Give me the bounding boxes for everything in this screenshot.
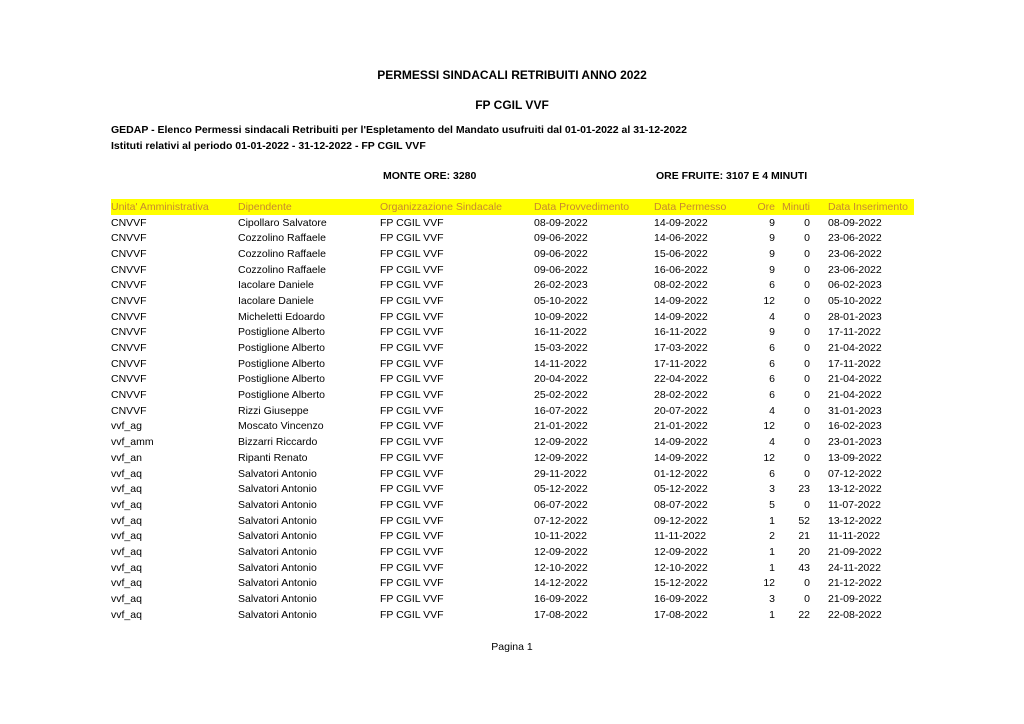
cell-data-permesso: 20-07-2022 xyxy=(654,404,708,417)
cell-data-inserimento: 13-12-2022 xyxy=(828,483,882,496)
table-row xyxy=(111,309,914,325)
cell-organizzazione: FP CGIL VVF xyxy=(380,420,444,433)
cell-dipendente: Iacolare Daniele xyxy=(238,294,314,307)
cell-minuti: 0 xyxy=(804,279,810,292)
cell-data-inserimento: 16-02-2023 xyxy=(828,420,882,433)
table-row xyxy=(111,387,914,403)
cell-minuti: 0 xyxy=(804,404,810,417)
table-row xyxy=(111,356,914,372)
cell-minuti: 23 xyxy=(798,483,810,496)
cell-organizzazione: FP CGIL VVF xyxy=(380,326,444,339)
monte-ore: MONTE ORE: 3280 xyxy=(383,170,477,182)
cell-data-provvedimento: 25-02-2022 xyxy=(534,389,588,402)
cell-dipendente: Micheletti Edoardo xyxy=(238,310,325,323)
cell-minuti: 0 xyxy=(804,373,810,386)
cell-minuti: 0 xyxy=(804,467,810,480)
cell-dipendente: Cozzolino Raffaele xyxy=(238,232,326,245)
cell-minuti: 43 xyxy=(798,561,810,574)
cell-minuti: 0 xyxy=(804,436,810,449)
cell-organizzazione: FP CGIL VVF xyxy=(380,593,444,606)
cell-ore: 6 xyxy=(769,279,775,292)
cell-data-provvedimento: 14-12-2022 xyxy=(534,577,588,590)
cell-minuti: 0 xyxy=(804,263,810,276)
table-row xyxy=(111,497,914,513)
cell-organizzazione: FP CGIL VVF xyxy=(380,263,444,276)
cell-data-provvedimento: 21-01-2022 xyxy=(534,420,588,433)
cell-data-permesso: 08-07-2022 xyxy=(654,498,708,511)
cell-ore: 12 xyxy=(763,451,775,464)
report-description: GEDAP - Elenco Permessi sindacali Retribuiti per l'Espletamento del Mandato usufruiti dal 01-01-2022 al 31-12-2022 xyxy=(111,124,687,136)
cell-ore: 6 xyxy=(769,467,775,480)
column-header-dipendente: Dipendente xyxy=(238,199,380,215)
cell-dipendente: Salvatori Antonio xyxy=(238,514,317,527)
cell-organizzazione: FP CGIL VVF xyxy=(380,467,444,480)
column-header-data-permesso: Data Permesso xyxy=(654,199,751,215)
cell-minuti: 0 xyxy=(804,451,810,464)
table-row xyxy=(111,372,914,388)
cell-data-inserimento: 23-06-2022 xyxy=(828,263,882,276)
cell-unita: CNVVF xyxy=(111,342,147,355)
cell-organizzazione: FP CGIL VVF xyxy=(380,483,444,496)
cell-data-permesso: 17-11-2022 xyxy=(654,357,707,370)
cell-organizzazione: FP CGIL VVF xyxy=(380,357,444,370)
cell-unita: CNVVF xyxy=(111,389,147,402)
cell-unita: CNVVF xyxy=(111,404,147,417)
table-row xyxy=(111,481,914,497)
page-title: PERMESSI SINDACALI RETRIBUITI ANNO 2022 xyxy=(377,68,647,82)
cell-organizzazione: FP CGIL VVF xyxy=(380,232,444,245)
cell-dipendente: Cozzolino Raffaele xyxy=(238,247,326,260)
cell-data-inserimento: 11-07-2022 xyxy=(828,498,881,511)
cell-data-provvedimento: 10-09-2022 xyxy=(534,310,588,323)
cell-unita: CNVVF xyxy=(111,279,147,292)
cell-data-provvedimento: 09-06-2022 xyxy=(534,232,588,245)
cell-dipendente: Cozzolino Raffaele xyxy=(238,263,326,276)
cell-minuti: 0 xyxy=(804,593,810,606)
table-row xyxy=(111,591,914,607)
table-row xyxy=(111,528,914,544)
cell-minuti: 21 xyxy=(798,530,810,543)
cell-data-provvedimento: 16-09-2022 xyxy=(534,593,588,606)
permessi-table xyxy=(111,199,914,623)
cell-organizzazione: FP CGIL VVF xyxy=(380,577,444,590)
cell-data-provvedimento: 12-10-2022 xyxy=(534,561,588,574)
cell-dipendente: Salvatori Antonio xyxy=(238,545,317,558)
cell-data-provvedimento: 14-11-2022 xyxy=(534,357,587,370)
table-row xyxy=(111,215,914,231)
cell-data-inserimento: 23-06-2022 xyxy=(828,232,882,245)
cell-data-inserimento: 21-04-2022 xyxy=(828,389,882,402)
cell-minuti: 0 xyxy=(804,294,810,307)
cell-dipendente: Postiglione Alberto xyxy=(238,373,325,386)
cell-data-provvedimento: 10-11-2022 xyxy=(534,530,587,543)
cell-unita: CNVVF xyxy=(111,310,147,323)
cell-ore: 12 xyxy=(763,420,775,433)
cell-data-permesso: 16-09-2022 xyxy=(654,593,708,606)
cell-dipendente: Ripanti Renato xyxy=(238,451,308,464)
table-row xyxy=(111,576,914,592)
cell-data-inserimento: 07-12-2022 xyxy=(828,467,882,480)
cell-unita: vvf_aq xyxy=(111,545,142,558)
cell-unita: CNVVF xyxy=(111,357,147,370)
cell-unita: vvf_aq xyxy=(111,514,142,527)
table-row xyxy=(111,419,914,435)
column-header-data-provvedimento: Data Provvedimento xyxy=(534,199,654,215)
cell-unita: vvf_aq xyxy=(111,467,142,480)
cell-data-permesso: 15-06-2022 xyxy=(654,247,708,260)
cell-ore: 1 xyxy=(769,545,775,558)
cell-dipendente: Rizzi Giuseppe xyxy=(238,404,309,417)
cell-ore: 9 xyxy=(769,216,775,229)
table-row xyxy=(111,607,914,623)
cell-data-inserimento: 23-06-2022 xyxy=(828,247,882,260)
cell-unita: CNVVF xyxy=(111,294,147,307)
cell-data-permesso: 01-12-2022 xyxy=(654,467,708,480)
cell-minuti: 52 xyxy=(798,514,810,527)
cell-data-permesso: 14-09-2022 xyxy=(654,216,708,229)
cell-ore: 12 xyxy=(763,294,775,307)
cell-minuti: 0 xyxy=(804,247,810,260)
cell-unita: CNVVF xyxy=(111,247,147,260)
cell-minuti: 20 xyxy=(798,545,810,558)
cell-dipendente: Moscato Vincenzo xyxy=(238,420,324,433)
table-row xyxy=(111,325,914,341)
cell-data-provvedimento: 29-11-2022 xyxy=(534,467,587,480)
cell-data-permesso: 14-09-2022 xyxy=(654,436,708,449)
cell-minuti: 0 xyxy=(804,577,810,590)
cell-ore: 4 xyxy=(769,436,775,449)
cell-data-provvedimento: 05-10-2022 xyxy=(534,294,588,307)
cell-data-provvedimento: 16-07-2022 xyxy=(534,404,588,417)
cell-data-provvedimento: 17-08-2022 xyxy=(534,608,588,621)
cell-dipendente: Cipollaro Salvatore xyxy=(238,216,327,229)
page-subtitle: FP CGIL VVF xyxy=(475,98,549,112)
cell-data-provvedimento: 26-02-2023 xyxy=(534,279,588,292)
table-row xyxy=(111,403,914,419)
cell-minuti: 0 xyxy=(804,389,810,402)
table-row xyxy=(111,230,914,246)
cell-organizzazione: FP CGIL VVF xyxy=(380,498,444,511)
cell-ore: 9 xyxy=(769,326,775,339)
cell-data-inserimento: 21-12-2022 xyxy=(828,577,882,590)
cell-data-permesso: 28-02-2022 xyxy=(654,389,708,402)
cell-unita: CNVVF xyxy=(111,232,147,245)
cell-unita: vvf_aq xyxy=(111,577,142,590)
table-header-row xyxy=(111,199,914,215)
cell-organizzazione: FP CGIL VVF xyxy=(380,404,444,417)
column-header-minuti: Minuti xyxy=(779,199,818,215)
table-row xyxy=(111,560,914,576)
cell-data-inserimento: 21-04-2022 xyxy=(828,342,882,355)
cell-ore: 9 xyxy=(769,247,775,260)
cell-dipendente: Postiglione Alberto xyxy=(238,342,325,355)
cell-minuti: 0 xyxy=(804,357,810,370)
cell-dipendente: Salvatori Antonio xyxy=(238,467,317,480)
cell-data-inserimento: 24-11-2022 xyxy=(828,561,881,574)
cell-organizzazione: FP CGIL VVF xyxy=(380,561,444,574)
cell-unita: vvf_aq xyxy=(111,608,142,621)
cell-organizzazione: FP CGIL VVF xyxy=(380,373,444,386)
cell-dipendente: Salvatori Antonio xyxy=(238,561,317,574)
cell-data-inserimento: 17-11-2022 xyxy=(828,357,881,370)
cell-data-permesso: 11-11-2022 xyxy=(654,530,707,543)
cell-data-provvedimento: 16-11-2022 xyxy=(534,326,587,339)
cell-ore: 1 xyxy=(769,608,775,621)
cell-ore: 2 xyxy=(769,530,775,543)
cell-data-permesso: 17-03-2022 xyxy=(654,342,708,355)
cell-data-inserimento: 06-02-2023 xyxy=(828,279,882,292)
cell-data-provvedimento: 06-07-2022 xyxy=(534,498,588,511)
cell-minuti: 0 xyxy=(804,342,810,355)
cell-unita: vvf_an xyxy=(111,451,142,464)
period-description: Istituti relativi al periodo 01-01-2022 - 31-12-2022 - FP CGIL VVF xyxy=(111,140,426,152)
cell-ore: 4 xyxy=(769,310,775,323)
cell-ore: 3 xyxy=(769,483,775,496)
cell-ore: 1 xyxy=(769,514,775,527)
cell-ore: 6 xyxy=(769,373,775,386)
table-row xyxy=(111,450,914,466)
cell-data-inserimento: 28-01-2023 xyxy=(828,310,882,323)
cell-organizzazione: FP CGIL VVF xyxy=(380,436,444,449)
cell-data-inserimento: 21-09-2022 xyxy=(828,593,882,606)
cell-data-permesso: 05-12-2022 xyxy=(654,483,708,496)
cell-data-inserimento: 21-09-2022 xyxy=(828,545,882,558)
cell-unita: vvf_ag xyxy=(111,420,142,433)
cell-organizzazione: FP CGIL VVF xyxy=(380,530,444,543)
cell-ore: 1 xyxy=(769,561,775,574)
cell-ore: 6 xyxy=(769,342,775,355)
cell-dipendente: Postiglione Alberto xyxy=(238,389,325,402)
cell-data-permesso: 12-09-2022 xyxy=(654,545,708,558)
column-header-ore: Ore xyxy=(751,199,779,215)
table-row xyxy=(111,434,914,450)
cell-minuti: 0 xyxy=(804,216,810,229)
cell-data-inserimento: 22-08-2022 xyxy=(828,608,882,621)
cell-data-permesso: 12-10-2022 xyxy=(654,561,708,574)
cell-organizzazione: FP CGIL VVF xyxy=(380,247,444,260)
cell-organizzazione: FP CGIL VVF xyxy=(380,389,444,402)
cell-organizzazione: FP CGIL VVF xyxy=(380,216,444,229)
cell-organizzazione: FP CGIL VVF xyxy=(380,279,444,292)
cell-data-inserimento: 13-12-2022 xyxy=(828,514,882,527)
cell-data-inserimento: 11-11-2022 xyxy=(828,530,881,543)
column-header-data-inserimento: Data Inserimento xyxy=(818,199,914,215)
cell-unita: vvf_aq xyxy=(111,593,142,606)
cell-minuti: 0 xyxy=(804,310,810,323)
cell-unita: vvf_aq xyxy=(111,530,142,543)
cell-data-permesso: 14-06-2022 xyxy=(654,232,708,245)
table-body xyxy=(111,215,914,623)
cell-data-provvedimento: 09-06-2022 xyxy=(534,247,588,260)
cell-unita: CNVVF xyxy=(111,373,147,386)
cell-ore: 9 xyxy=(769,263,775,276)
cell-unita: CNVVF xyxy=(111,263,147,276)
cell-data-provvedimento: 07-12-2022 xyxy=(534,514,588,527)
cell-organizzazione: FP CGIL VVF xyxy=(380,342,444,355)
table-row xyxy=(111,277,914,293)
cell-data-permesso: 22-04-2022 xyxy=(654,373,708,386)
cell-dipendente: Salvatori Antonio xyxy=(238,498,317,511)
cell-data-provvedimento: 05-12-2022 xyxy=(534,483,588,496)
cell-minuti: 22 xyxy=(798,608,810,621)
table-row xyxy=(111,544,914,560)
cell-ore: 5 xyxy=(769,498,775,511)
cell-data-provvedimento: 20-04-2022 xyxy=(534,373,588,386)
cell-minuti: 0 xyxy=(804,420,810,433)
cell-organizzazione: FP CGIL VVF xyxy=(380,310,444,323)
table-row xyxy=(111,466,914,482)
cell-data-provvedimento: 12-09-2022 xyxy=(534,545,588,558)
cell-data-permesso: 16-11-2022 xyxy=(654,326,707,339)
cell-organizzazione: FP CGIL VVF xyxy=(380,608,444,621)
cell-data-inserimento: 23-01-2023 xyxy=(828,436,882,449)
table-row xyxy=(111,246,914,262)
cell-dipendente: Postiglione Alberto xyxy=(238,326,325,339)
cell-unita: CNVVF xyxy=(111,326,147,339)
cell-data-permesso: 17-08-2022 xyxy=(654,608,708,621)
cell-dipendente: Salvatori Antonio xyxy=(238,483,317,496)
cell-data-permesso: 09-12-2022 xyxy=(654,514,708,527)
cell-data-inserimento: 13-09-2022 xyxy=(828,451,882,464)
cell-unita: CNVVF xyxy=(111,216,147,229)
page-number: Pagina 1 xyxy=(491,641,533,653)
cell-minuti: 0 xyxy=(804,326,810,339)
ore-fruite: ORE FRUITE: 3107 E 4 MINUTI xyxy=(656,170,808,182)
cell-dipendente: Salvatori Antonio xyxy=(238,593,317,606)
cell-dipendente: Bizzarri Riccardo xyxy=(238,436,318,449)
cell-data-inserimento: 31-01-2023 xyxy=(828,404,882,417)
cell-ore: 12 xyxy=(763,577,775,590)
cell-dipendente: Salvatori Antonio xyxy=(238,530,317,543)
cell-data-inserimento: 08-09-2022 xyxy=(828,216,882,229)
column-header-unita: Unita' Amministrativa xyxy=(111,199,238,215)
cell-data-inserimento: 21-04-2022 xyxy=(828,373,882,386)
cell-data-provvedimento: 15-03-2022 xyxy=(534,342,588,355)
cell-ore: 3 xyxy=(769,593,775,606)
cell-dipendente: Postiglione Alberto xyxy=(238,357,325,370)
table-row xyxy=(111,340,914,356)
cell-minuti: 0 xyxy=(804,498,810,511)
cell-data-permesso: 16-06-2022 xyxy=(654,263,708,276)
cell-organizzazione: FP CGIL VVF xyxy=(380,545,444,558)
table-row xyxy=(111,513,914,529)
cell-data-inserimento: 05-10-2022 xyxy=(828,294,882,307)
cell-data-permesso: 14-09-2022 xyxy=(654,294,708,307)
cell-data-provvedimento: 09-06-2022 xyxy=(534,263,588,276)
table-row xyxy=(111,293,914,309)
cell-data-permesso: 15-12-2022 xyxy=(654,577,708,590)
table-row xyxy=(111,262,914,278)
column-header-organizzazione: Organizzazione Sindacale xyxy=(380,199,534,215)
cell-data-permesso: 08-02-2022 xyxy=(654,279,708,292)
cell-data-permesso: 14-09-2022 xyxy=(654,451,708,464)
cell-dipendente: Salvatori Antonio xyxy=(238,608,317,621)
cell-minuti: 0 xyxy=(804,232,810,245)
cell-data-permesso: 21-01-2022 xyxy=(654,420,708,433)
cell-organizzazione: FP CGIL VVF xyxy=(380,294,444,307)
cell-ore: 6 xyxy=(769,357,775,370)
cell-organizzazione: FP CGIL VVF xyxy=(380,514,444,527)
cell-data-inserimento: 17-11-2022 xyxy=(828,326,881,339)
cell-data-provvedimento: 12-09-2022 xyxy=(534,451,588,464)
cell-dipendente: Iacolare Daniele xyxy=(238,279,314,292)
cell-ore: 6 xyxy=(769,389,775,402)
cell-organizzazione: FP CGIL VVF xyxy=(380,451,444,464)
cell-ore: 9 xyxy=(769,232,775,245)
cell-unita: vvf_aq xyxy=(111,498,142,511)
cell-dipendente: Salvatori Antonio xyxy=(238,577,317,590)
cell-unita: vvf_amm xyxy=(111,436,154,449)
cell-data-provvedimento: 12-09-2022 xyxy=(534,436,588,449)
cell-unita: vvf_aq xyxy=(111,483,142,496)
cell-ore: 4 xyxy=(769,404,775,417)
cell-data-permesso: 14-09-2022 xyxy=(654,310,708,323)
cell-data-provvedimento: 08-09-2022 xyxy=(534,216,588,229)
cell-unita: vvf_aq xyxy=(111,561,142,574)
